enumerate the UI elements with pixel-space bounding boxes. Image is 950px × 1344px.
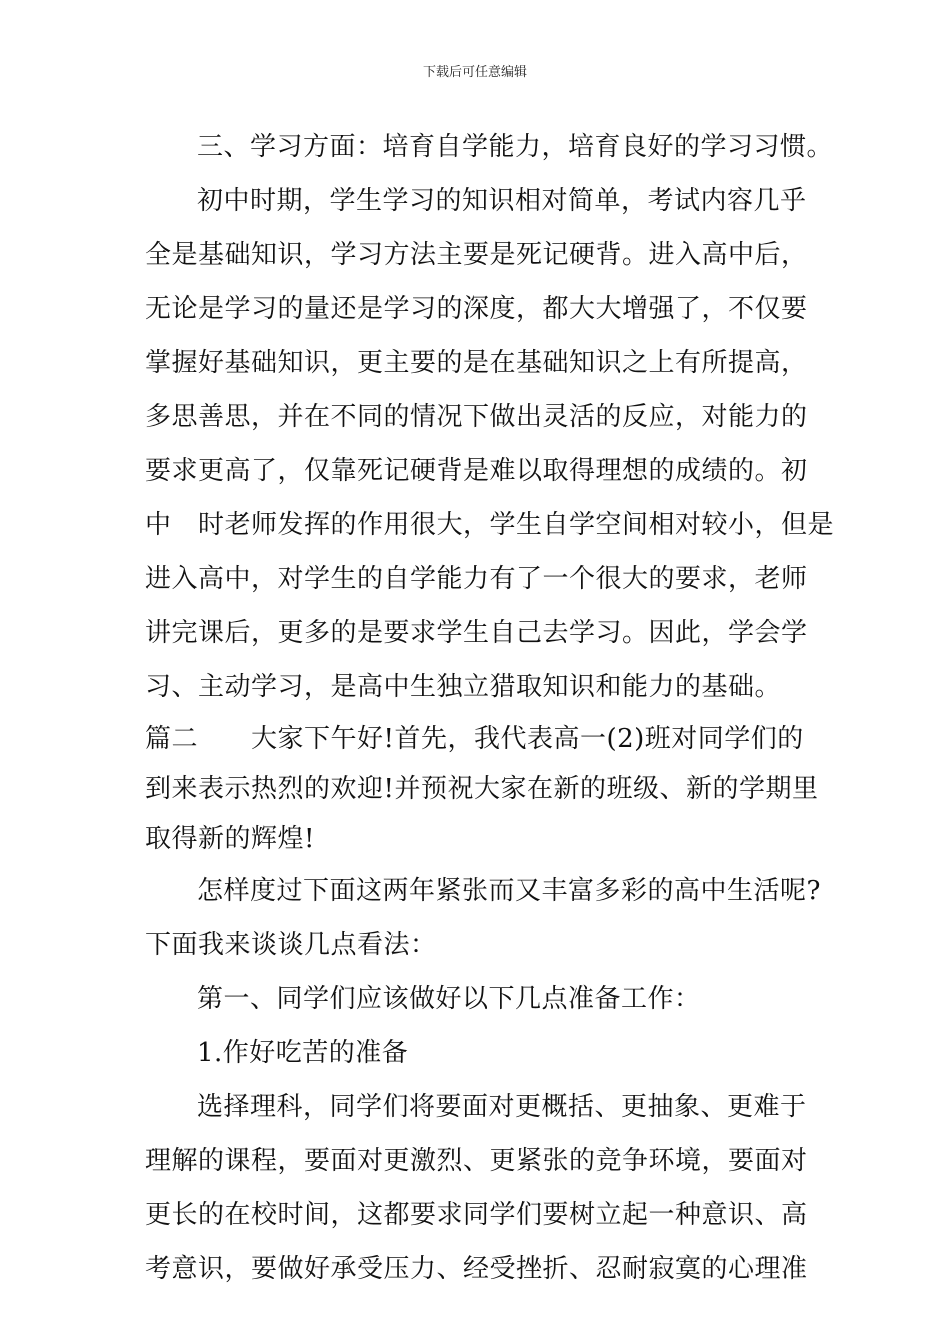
- section-heading-part-two: 篇二 大家下午好!首先，我代表高一(2)班对同学们的: [145, 724, 804, 754]
- paragraph-line: 怎样度过下面这两年紧张而又丰富多彩的高中生活呢?: [197, 876, 821, 906]
- paragraph-line: 更长的在校时间，这都要求同学们要树立起一种意识、高: [145, 1200, 808, 1230]
- paragraph-line: 初中时期，学生学习的知识相对简单，考试内容几乎: [197, 186, 807, 216]
- paragraph-line: 全是基础知识，学习方法主要是死记硬背。进入高中后，: [145, 240, 808, 270]
- list-item-heading: 1.作好吃苦的准备: [197, 1038, 409, 1068]
- paragraph-line: 无论是学习的量还是学习的深度，都大大增强了，不仅要: [145, 294, 808, 324]
- paragraph-line: 考意识，要做好承受压力、经受挫折、忍耐寂寞的心理准: [145, 1254, 808, 1284]
- paragraph-line: 到来表示热烈的欢迎!并预祝大家在新的班级、新的学期里: [145, 774, 819, 804]
- paragraph-line: 讲完课后，更多的是要求学生自己去学习。因此，学会学: [145, 618, 808, 648]
- paragraph-line: 进入高中，对学生的自学能力有了一个很大的要求，老师: [145, 564, 808, 594]
- paragraph-line: 掌握好基础知识，更主要的是在基础知识之上有所提高，: [145, 348, 808, 378]
- paragraph-line: 选择理科，同学们将要面对更概括、更抽象、更难于: [197, 1092, 807, 1122]
- paragraph-line: 多思善思，并在不同的情况下做出灵活的反应，对能力的: [145, 402, 808, 432]
- subheading-first-point: 第一、同学们应该做好以下几点准备工作：: [197, 984, 701, 1014]
- paragraph-line: 习、主动学习，是高中生独立猎取知识和能力的基础。: [145, 672, 782, 702]
- paragraph-line: 要求更高了，仅靠死记硬背是难以取得理想的成绩的。初: [145, 456, 808, 486]
- page-header-watermark: 下载后可任意编辑: [422, 65, 527, 80]
- paragraph-line: 下面我来谈谈几点看法：: [145, 930, 437, 960]
- document-body: [145, 120, 835, 1296]
- paragraph-line: 中 时老师发挥的作用很大，学生自学空间相对较小，但是: [145, 510, 835, 540]
- section-heading-study: 三、学习方面：培育自学能力，培育良好的学习习惯。: [197, 132, 834, 162]
- paragraph-line: 理解的课程，要面对更激烈、更紧张的竞争环境，要面对: [145, 1146, 808, 1176]
- paragraph-line: 取得新的辉煌!: [145, 824, 315, 854]
